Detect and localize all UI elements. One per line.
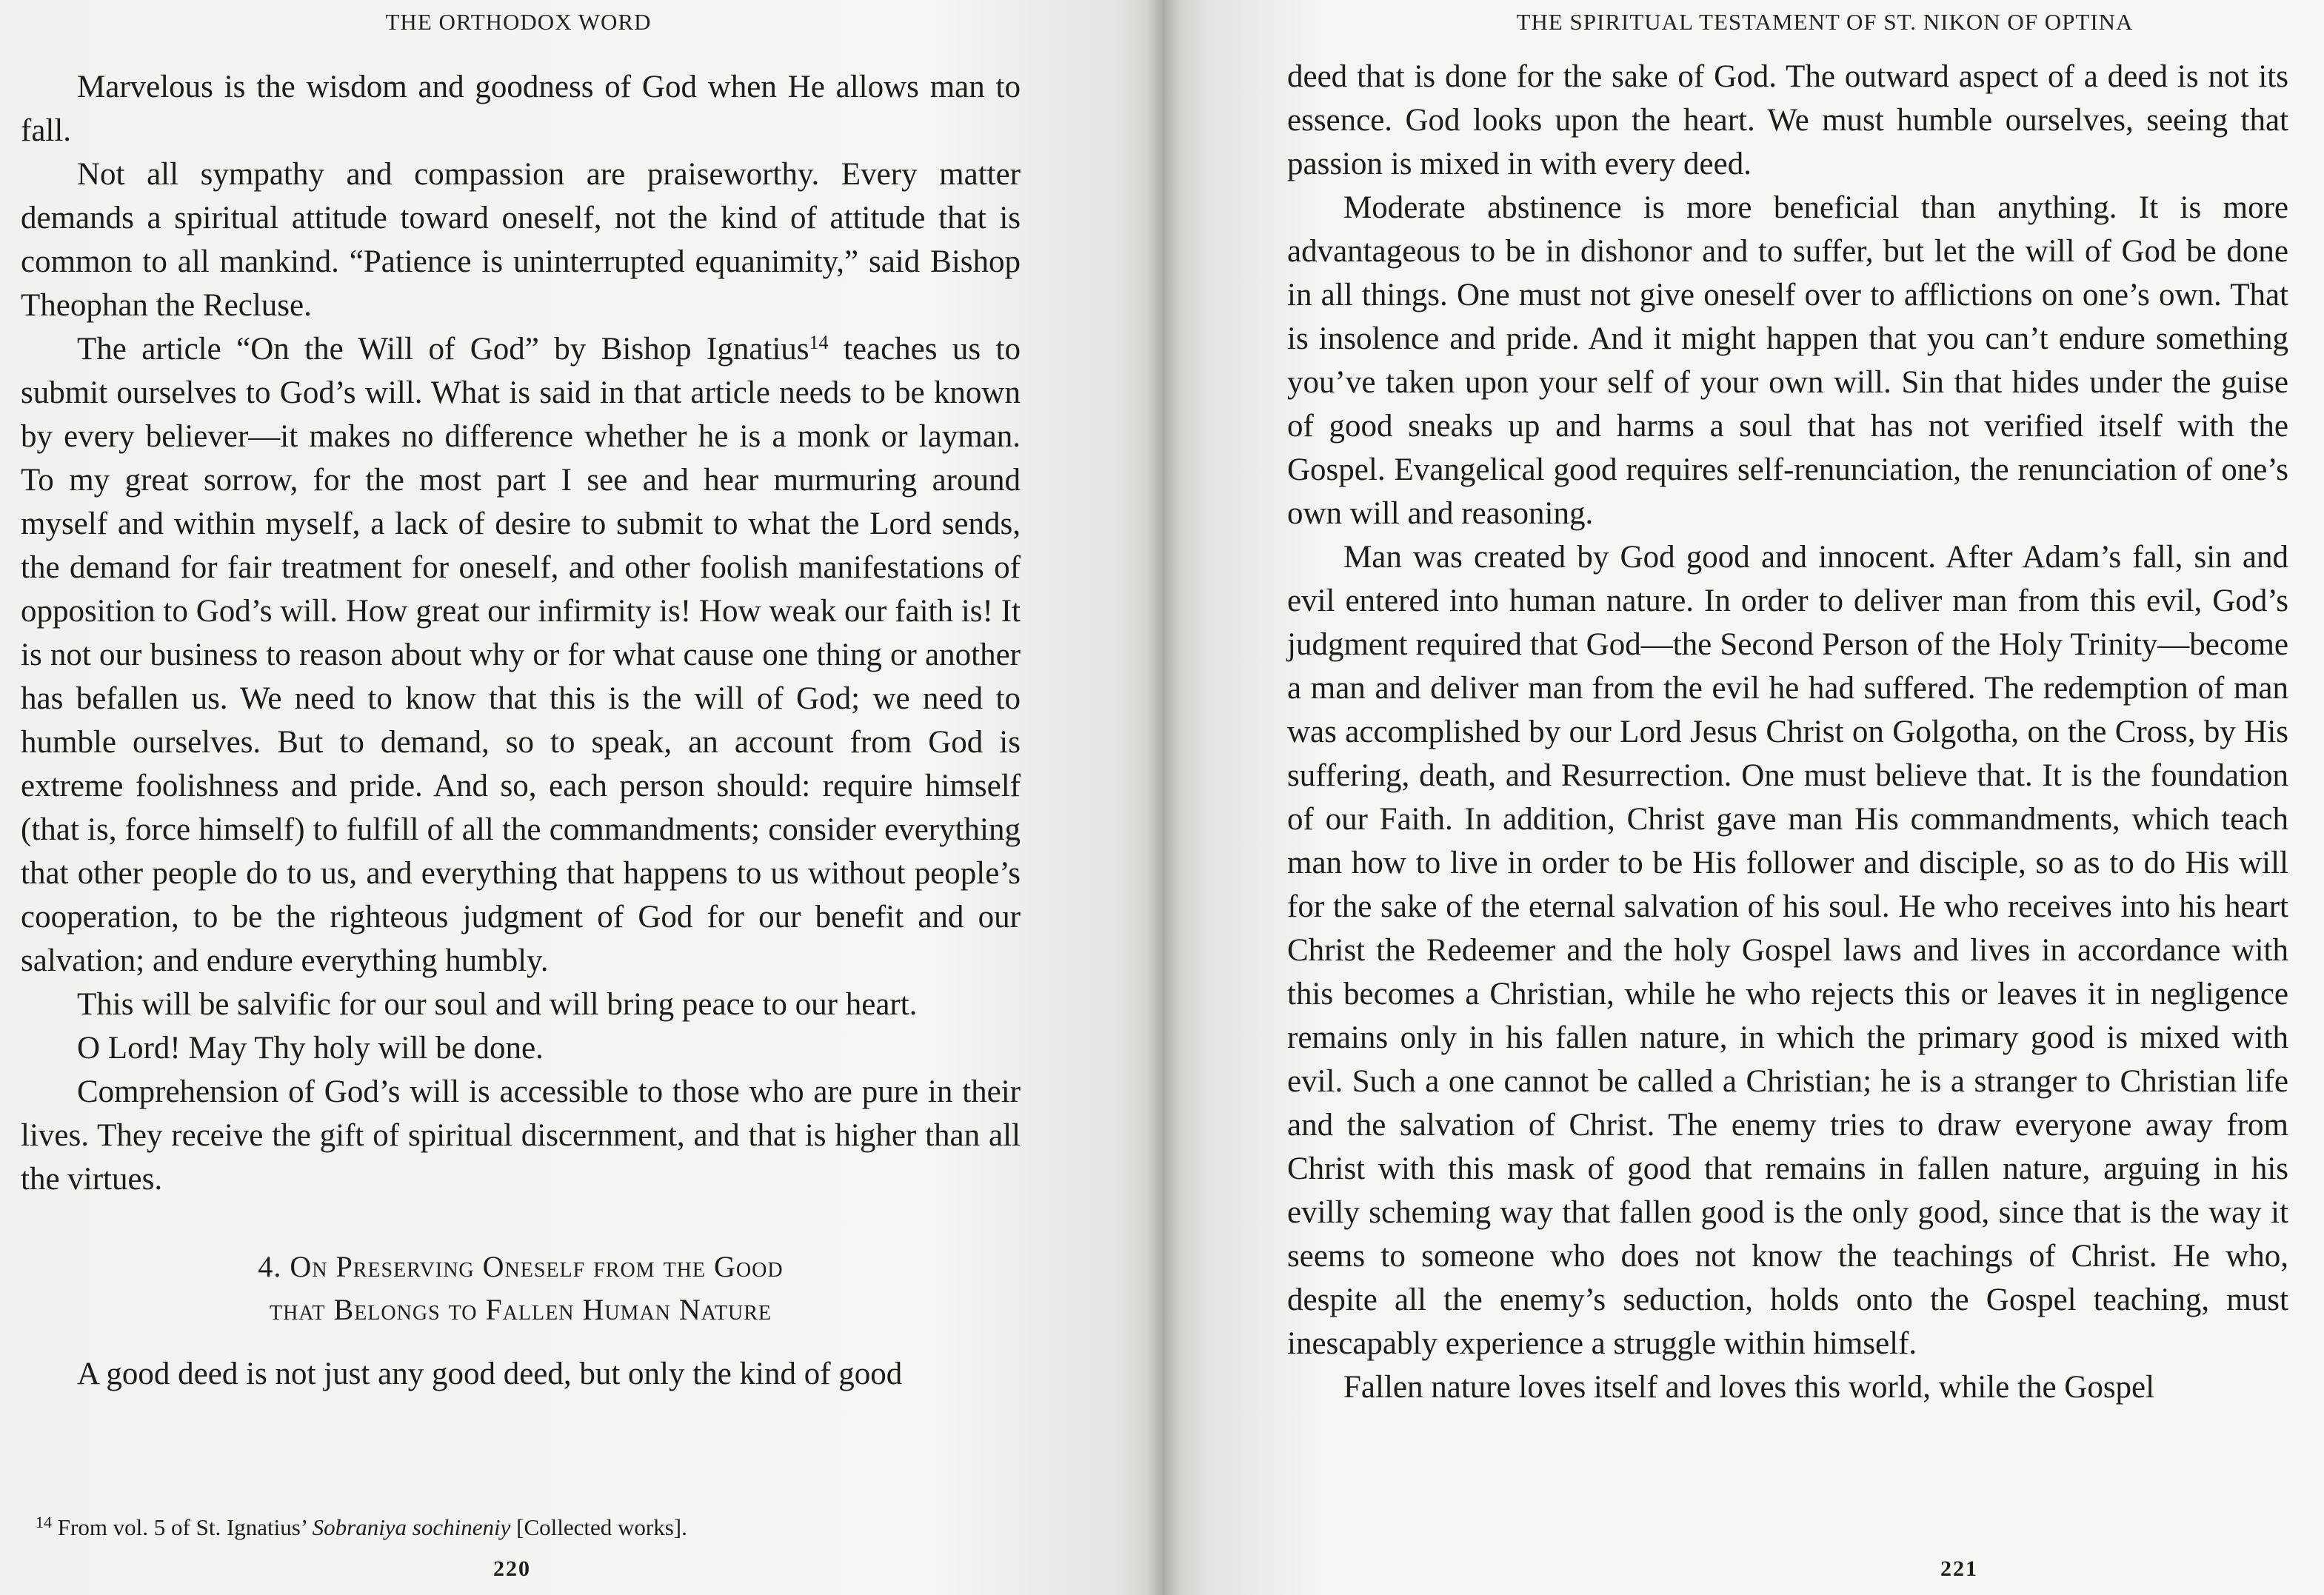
footnote: [36, 1508, 998, 1542]
footnote-marker[interactable]: 14: [809, 332, 829, 353]
footnote-text-end: [Collected works].: [510, 1514, 687, 1540]
page-number-right: 221: [1940, 1556, 1978, 1581]
footnote-number: 14: [36, 1513, 52, 1531]
section-heading-line-2: that Belongs to Fallen Human Nature: [269, 1293, 772, 1326]
paragraph: This will be salvific for our soul and will bring peace to our heart.: [77, 987, 918, 1022]
paragraph: Not all sympathy and compassion are praiseworthy. Every matter demands a spiritual attitude toward oneself, not the kind of attitude that is common to all mankind. “Patience is uninterrupted equanimity,” said Bishop Theophan the Recluse.: [21, 157, 1021, 323]
left-page-body: [21, 65, 1021, 1396]
paragraph-article: [21, 327, 1021, 983]
section-heading: [21, 1245, 1021, 1331]
paragraph: Marvelous is the wisdom and goodness of God when He allows man to fall.: [21, 70, 1021, 148]
paragraph: Comprehension of God’s will is accessible to those who are pure in their lives. They receive the gift of spiritual discernment, and that is higher than all the virtues.: [21, 1074, 1021, 1197]
paragraph: A good deed is not just any good deed, but only the kind of good: [77, 1357, 903, 1391]
paragraph-text: teaches us to submit ourselves to God’s will. What is said in that article needs to be known by every believer—it makes no difference whether he is a monk or layman. To my great sorrow, for the most part I see and hear murmuring around myself and within myself, a lack of desire to submit to what the Lord sends, the demand for fair treatment for oneself, and other foolish manifestations of opposition to God’s will. How great our infirmity is! How weak our faith is! It is not our business to reason about why or for what cause one thing or another has befallen us. We need to know that this is the will of God; we need to humble ourselves. But to demand, so to speak, an account from God is extreme foolishness and pride. And so, each person should: require himself (that is, force himself) to fulfill of all the commandments; consider everything that other people do to us, and everything that happens to us without people’s cooperation, to be the righteous judgment of God for our benefit and our salvation; and endure everything humbly.: [21, 332, 1021, 978]
paragraph: Moderate abstinence is more beneficial than anything. It is more advantageous to be in dishonor and to suffer, but let the will of God be done in all things. One must not give oneself over to afflictions on one’s own. That is insolence and pride. And it might happen that you can’t endure something you’ve taken upon your self of your own will. Sin that hides under the guise of good sneaks up and harms a soul that has not verified itself with the Gospel. Evangelical good requires self-renunciation, the renunciation of one’s own will and reasoning.: [1287, 190, 2288, 531]
paragraph: Man was created by God good and innocent. After Adam’s fall, sin and evil entered into human nature. In order to deliver man from this evil, God’s judgment required that God—the Second Person of the Holy Trinity—become a man and deliver man from the evil he had suffered. The redemption of man was accomplished by our Lord Jesus Christ on Golgotha, on the Cross, by His suffering, death, and Resurrection. One must believe that. It is the foundation of our Faith. In addition, Christ gave man His commandments, which teach man how to live in order to be His follower and disciple, so as to do His will for the sake of the eternal salvation of his soul. He who receives into his heart Christ the Redeemer and the holy Gospel laws and lives in accordance with this becomes a Christian, while he who rejects this or leaves it in negligence remains only in his fallen nature, in which the primary good is mixed with evil. Such a one cannot be called a Christian; he is a stranger to Christian life and the salvation of Christ. The enemy tries to draw everyone away from Christ with this mask of good that remains in fallen nature, arguing in his evilly scheming way that fallen good is the only good, since that is the way it seems to someone who does not know the teachings of Christ. He who, despite all the enemy’s seduction, holds onto the Gospel teaching, must inescapably experience a struggle within himself.: [1287, 540, 2288, 1361]
right-page: [1163, 0, 2324, 1595]
page-number-left: 220: [493, 1556, 531, 1581]
paragraph: deed that is done for the sake of God. The outward aspect of a deed is not its essence. God looks upon the heart. We must humble ourselves, seeing that passion is mixed in with every deed.: [1287, 59, 2288, 181]
right-page-body: [1287, 55, 2288, 1409]
footnote-title: Sobraniya sochineniy: [312, 1514, 511, 1540]
running-head-left: THE ORTHODOX WORD: [385, 9, 652, 35]
paragraph-text: The article “On the Will of God” by Bishop Ignatius: [77, 332, 809, 367]
paragraph: O Lord! May Thy holy will be done.: [77, 1031, 544, 1066]
footnote-text: From vol. 5 of St. Ignatius’: [57, 1514, 313, 1540]
section-heading-line-1: 4. On Preserving Oneself from the Good: [258, 1250, 784, 1283]
paragraph: Fallen nature loves itself and loves this world, while the Gospel: [1343, 1370, 2155, 1405]
running-head-right: THE SPIRITUAL TESTAMENT OF ST. NIKON OF OPTINA: [1516, 9, 2134, 35]
